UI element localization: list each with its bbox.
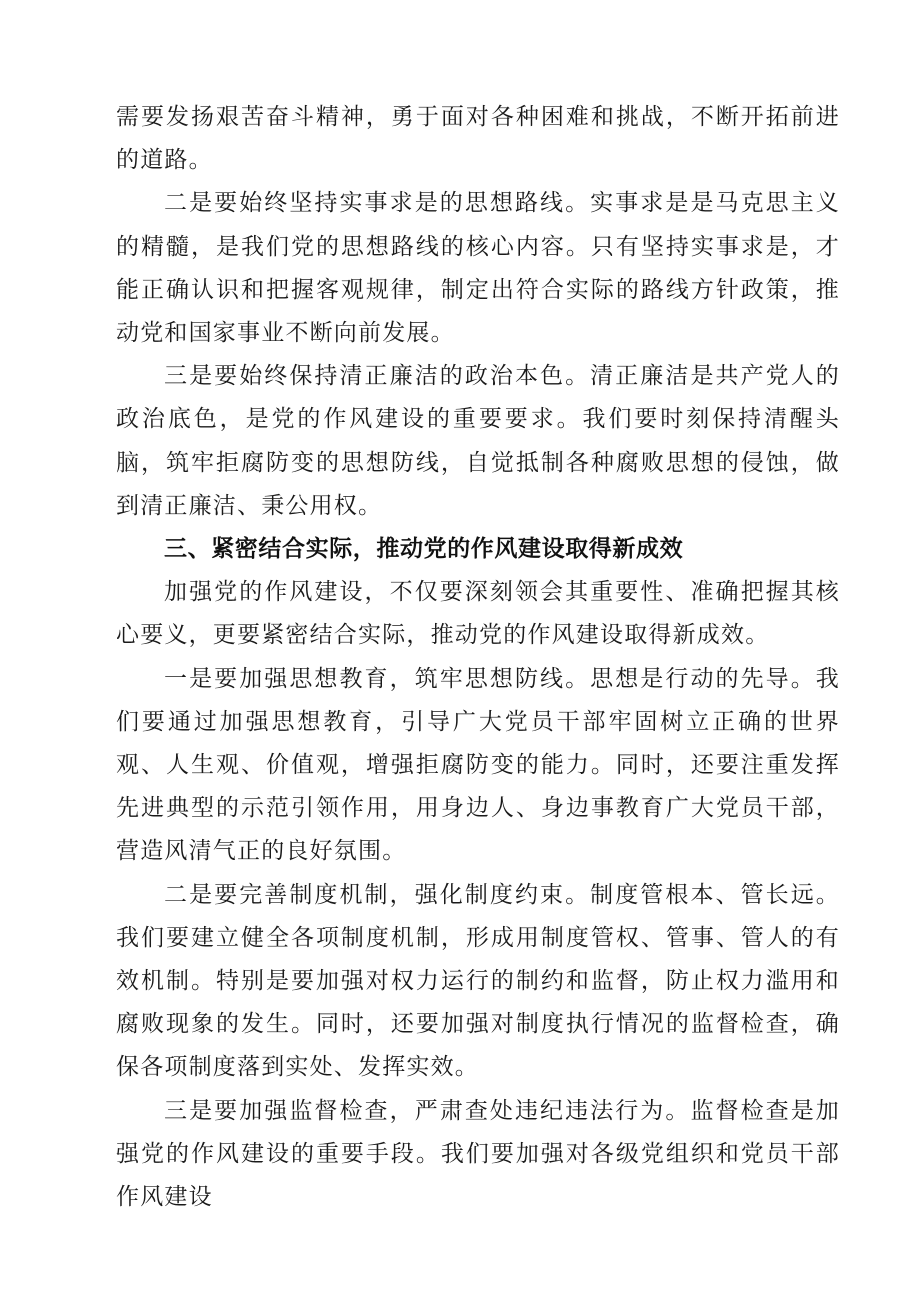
paragraph-section-intro: 加强党的作风建设，不仅要深刻领会其重要性、准确把握其核心要义，更要紧密结合实际，推动党的作风建设取得新成效。 (116, 579, 840, 649)
paragraph-point-three-integrity: 三是要始终保持清正廉洁的政治本色。清正廉洁是共产党人的政治底色，是党的作风建设的重要要求。我们要时刻保持清醒头脑，筑牢拒腐防变的思想防线，自觉抵制各种腐败思想的侵蚀，做到清正廉洁、秉公用权。 (116, 363, 840, 519)
paragraph-point-one-education: 一是要加强思想教育，筑牢思想防线。思想是行动的先导。我们要通过加强思想教育，引导广大党员干部牢固树立正确的世界观、人生观、价值观，增强拒腐防变的能力。同时，还要注重发挥先进典型的示范引领作用，用身边人、身边事教育广大党员干部，营造风清气正的良好氛围。 (116, 665, 840, 865)
document-body (116, 96, 840, 1219)
paragraph-point-two-system: 二是要完善制度机制，强化制度约束。制度管根本、管长远。我们要建立健全各项制度机制，形成用制度管权、管事、管人的有效机制。特别是要加强对权力运行的制约和监督，防止权力滥用和腐败现象的发生。同时，还要加强对制度执行情况的监督检查，确保各项制度落到实处、发挥实效。 (116, 881, 840, 1081)
paragraph-point-two-truth: 二是要始终坚持实事求是的思想路线。实事求是是马克思主义的精髓，是我们党的思想路线的核心内容。只有坚持实事求是，才能正确认识和把握客观规律，制定出符合实际的路线方针政策，推动党和国家事业不断向前发展。 (116, 190, 840, 347)
paragraph-point-three-supervision: 三是要加强监督检查，严肃查处违纪违法行为。监督检查是加强党的作风建设的重要手段。我们要加强对各级党组织和党员干部作风建设 (116, 1097, 840, 1211)
section-heading-three: 三、紧密结合实际，推动党的作风建设取得新成效 (164, 536, 684, 563)
paragraph-continuation: 需要发扬艰苦奋斗精神，勇于面对各种困难和挑战，不断开拓前进的道路。 (116, 104, 840, 174)
